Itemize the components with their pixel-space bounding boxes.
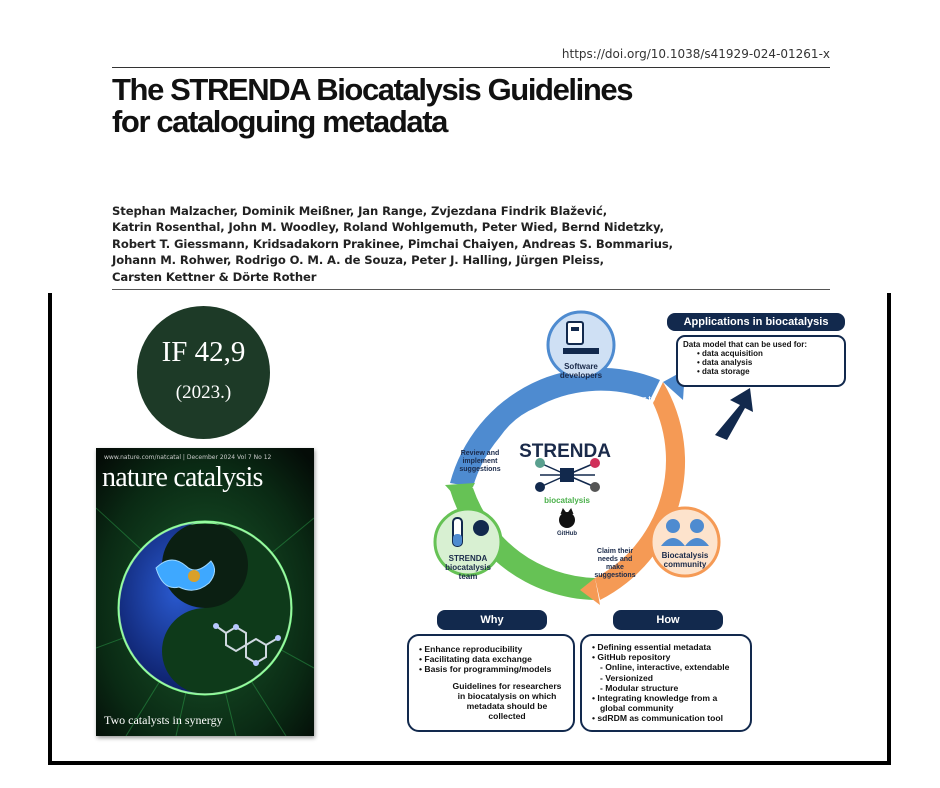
software-developers-label: Software developers	[559, 362, 603, 380]
why-item: • Basis for programming/models	[419, 664, 552, 675]
github-label: GitHub	[557, 531, 577, 537]
why-title: Why	[437, 610, 547, 630]
how-item: global community	[600, 703, 674, 714]
author-line: Katrin Rosenthal, John M. Woodley, Roland Wohlgemuth, Peter Wied, Bernd Nidetzky,	[112, 220, 664, 235]
doi-divider	[112, 67, 830, 68]
why-item: • Facilitating data exchange	[419, 654, 532, 665]
paper-title	[112, 74, 812, 138]
doi-link[interactable]: https://doi.org/10.1038/s41929-024-01261-x	[561, 47, 830, 61]
cover-journal-title: nature catalysis	[102, 462, 263, 493]
author-line: Carsten Kettner & Dörte Rother	[112, 269, 317, 284]
applications-item: • data acquisition	[697, 349, 763, 358]
journal-cover	[96, 448, 314, 736]
why-arrow-text: Guidelines for researchers in biocatalysis on which metadata should be collected	[452, 680, 562, 722]
applications-item: • data storage	[697, 367, 750, 376]
author-line: Johann M. Rohwer, Rodrigo O. M. A. de Souza, Peter J. Halling, Jürgen Pleiss,	[112, 253, 604, 268]
how-item: - Versionized	[600, 672, 654, 683]
review-implement-label: Review and implement suggestions	[459, 450, 501, 473]
impact-factor-value: IF 42,9	[161, 336, 246, 368]
how-item: • GitHub repository	[592, 652, 671, 663]
impact-factor-year: (2023.)	[175, 382, 232, 403]
title-line-2: for cataloguing metadata	[112, 104, 448, 139]
impact-factor-badge	[137, 306, 270, 439]
how-title: How	[613, 610, 723, 630]
title-line-1: The STRENDA Biocatalysis Guidelines	[112, 72, 633, 107]
strenda-title: STRENDA	[519, 441, 611, 462]
strenda-subtitle: biocatalysis	[544, 496, 590, 505]
how-item: • sdRDM as communication tool	[592, 713, 723, 724]
authors-divider	[112, 289, 830, 290]
applications-list	[683, 340, 841, 376]
how-item: - Modular structure	[600, 682, 679, 693]
author-line: Stephan Malzacher, Dominik Meißner, Jan Range, Zvjezdana Findrik Blažević,	[112, 204, 608, 218]
guidelines-python-label: Guidelines to Python code	[610, 396, 656, 411]
cover-caption: Two catalysts in synergy	[104, 713, 223, 727]
strenda-team-label: STRENDA biocatalysis team	[445, 554, 491, 581]
author-list	[112, 203, 762, 285]
biocatalysis-community-label: Biocatalysis community	[661, 551, 709, 569]
applications-item: • data analysis	[697, 358, 753, 367]
claim-needs-label: Claim their needs and make suggestions	[594, 548, 636, 579]
why-box	[407, 634, 575, 732]
how-item: • Defining essential metadata	[592, 642, 712, 652]
why-item: • Enhance reproducibility	[419, 644, 523, 654]
applications-title: Applications in biocatalysis	[667, 313, 845, 331]
cover-issue-line: www.nature.com/natcatal | December 2024 Vol 7 No 12	[104, 454, 272, 461]
strenda-diagram	[395, 300, 865, 740]
how-item: • Integrating knowledge from a	[592, 693, 718, 704]
author-line: Robert T. Giessmann, Kridsadakorn Prakinee, Pimchai Chaiyen, Andreas S. Bommarius,	[112, 236, 673, 251]
how-item: - Online, interactive, extendable	[600, 662, 730, 673]
how-box	[580, 634, 752, 732]
applications-intro: Data model that can be used for:	[683, 340, 808, 349]
